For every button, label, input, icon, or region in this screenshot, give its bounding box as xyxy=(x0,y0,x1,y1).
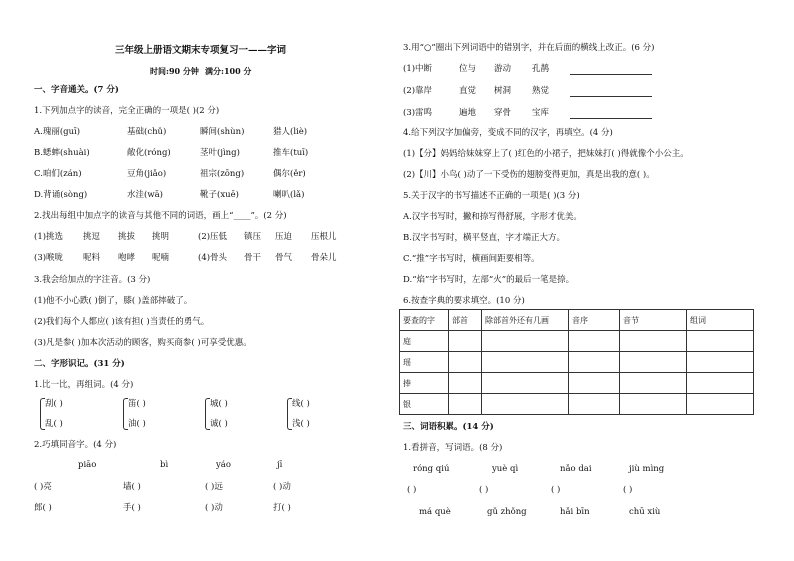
homophone-blank: ( )远 xyxy=(205,482,223,492)
fill-in-line: (3)凡是参( )加本次活动的顾客，购买商参( )可享受优惠。 xyxy=(34,338,252,348)
blank-cell[interactable] xyxy=(569,331,620,352)
pinyin-label: má què xyxy=(419,507,451,517)
option-cell: 推车(tuī) xyxy=(273,148,309,158)
blank-cell[interactable] xyxy=(482,373,569,394)
word-cell: (3)雷鸣 xyxy=(403,108,433,118)
compare-item: 笛( ) xyxy=(128,399,146,409)
table-row xyxy=(400,394,754,415)
word-cell: 位与 xyxy=(459,64,477,74)
question-prompt: 3.用“○”圈出下列词语中的错别字，并在后面的横线上改正。(6 分) xyxy=(403,43,655,53)
char-cell: 瑶 xyxy=(400,352,449,373)
char-cell: 庭 xyxy=(400,331,449,352)
question-prompt: 6.按查字典的要求填空。(10 分) xyxy=(403,296,525,306)
homophone-blank: ( )动 xyxy=(205,503,223,513)
pinyin-label: chū xiù xyxy=(629,507,661,517)
answer-paren[interactable]: ( ) xyxy=(623,485,633,495)
blank-cell[interactable] xyxy=(482,394,569,415)
table-header-cell: 要查的字 xyxy=(400,310,449,331)
option-cell: 猎人(liè) xyxy=(273,127,308,137)
table-row xyxy=(400,331,754,352)
answer-paren[interactable]: ( ) xyxy=(479,485,489,495)
compare-item: 线( ) xyxy=(292,399,310,409)
blank-cell[interactable] xyxy=(482,331,569,352)
pinyin-label: jī xyxy=(277,460,283,470)
question-prompt: 1.下列加点字的读音，完全正确的一项是( )(2 分) xyxy=(34,106,220,116)
option-cell: 基础(chǔ) xyxy=(127,127,167,137)
homophone-blank: 墙( ) xyxy=(123,482,141,492)
fill-in-line: (2)我们每个人都应( )该有担( )当责任的勇气。 xyxy=(34,317,210,327)
word-cell: 遍地 xyxy=(459,108,477,118)
fill-in-line: (1)他不小心跌( )倒了，膝( )盖部摔破了。 xyxy=(34,296,193,306)
question-prompt: 2.找出每组中加点字的读音与其他不同的词语，画上“____”。(2 分) xyxy=(34,211,287,221)
word-cell: 挑逗 xyxy=(83,232,101,242)
option-cell: 敞化(róng) xyxy=(127,148,171,158)
table-header-row xyxy=(400,310,754,331)
blank-cell[interactable] xyxy=(687,394,754,415)
word-cell: 压迫 xyxy=(275,232,293,242)
word-cell: 宝库 xyxy=(532,108,550,118)
word-cell: 孔鹊 xyxy=(532,64,550,74)
blank-cell[interactable] xyxy=(449,394,482,415)
word-cell: (1)挑选 xyxy=(34,232,64,242)
word-cell: 骨干 xyxy=(244,253,262,263)
blank-cell[interactable] xyxy=(569,352,620,373)
answer-paren[interactable]: ( ) xyxy=(551,485,561,495)
blank-cell[interactable] xyxy=(482,352,569,373)
section-heading-characters: 二、字形识记。(31 分) xyxy=(34,359,125,369)
word-cell: 游动 xyxy=(494,64,512,74)
full-score: 满分:100 分 xyxy=(205,66,252,76)
option-line: B.汉字书写时，横平竖直，字才端正大方。 xyxy=(403,233,565,243)
char-cell: 银 xyxy=(400,394,449,415)
option-cell: 茎叶(jìng) xyxy=(200,148,240,158)
question-prompt: 1.比一比，再组词。(4 分) xyxy=(34,380,134,390)
blank-cell[interactable] xyxy=(449,373,482,394)
word-cell: (2)压低 xyxy=(198,232,228,242)
table-header-cell: 除部首外还有几画 xyxy=(482,310,569,331)
homophone-blank: 打( ) xyxy=(273,503,291,513)
option-cell: C.咱们(zán) xyxy=(34,169,82,179)
word-cell: 骨朵儿 xyxy=(311,253,337,263)
homophone-blank: 郎( ) xyxy=(34,503,52,513)
question-prompt: 5.关于汉字的书写描述不正确的一项是( )(3 分) xyxy=(403,191,580,201)
homophone-blank: ( )动 xyxy=(273,482,291,492)
answer-line[interactable] xyxy=(570,96,652,97)
homophone-blank: ( )亮 xyxy=(34,482,52,492)
blank-cell[interactable] xyxy=(620,331,687,352)
word-cell: 骨气 xyxy=(275,253,293,263)
blank-cell[interactable] xyxy=(687,373,754,394)
blank-cell[interactable] xyxy=(687,352,754,373)
question-prompt: 2.巧填同音字。(4 分) xyxy=(34,440,117,450)
word-cell: (1)中断 xyxy=(403,64,433,74)
word-cell: 树洞 xyxy=(494,86,512,96)
compare-item: 油( ) xyxy=(128,419,146,429)
pinyin-label: róng qiú xyxy=(413,464,450,474)
word-cell: 呢料 xyxy=(83,253,101,263)
option-cell: 靴子(xuē) xyxy=(200,190,239,200)
answer-line[interactable] xyxy=(570,74,652,75)
answer-paren[interactable]: ( ) xyxy=(407,485,417,495)
word-cell: 穿骨 xyxy=(494,108,512,118)
homophone-blank: 手( ) xyxy=(123,503,141,513)
word-cell: 挑拔 xyxy=(118,232,136,242)
right-column xyxy=(397,0,794,561)
compare-item: 城( ) xyxy=(210,399,228,409)
fill-in-line: (1)【分】妈妈给妹妹穿上了( )红色的小裙子，把妹妹打( )得就像个小公主。 xyxy=(403,149,689,159)
option-cell: 豆角(jiǎo) xyxy=(127,169,167,179)
compare-item: 刮( ) xyxy=(45,399,63,409)
answer-line[interactable] xyxy=(570,118,652,119)
option-line: C.“推”字书写时，横画间距要相等。 xyxy=(403,254,540,264)
option-line: D.“焰”字书写时，左部“火”的最后一笔是捺。 xyxy=(403,275,575,285)
blank-cell[interactable] xyxy=(569,394,620,415)
blank-cell[interactable] xyxy=(620,352,687,373)
char-cell: 捧 xyxy=(400,373,449,394)
word-cell: 熟觉 xyxy=(532,86,550,96)
question-prompt: 4.给下列汉字加偏旁，变成不同的汉字，再填空。(4 分) xyxy=(403,128,613,138)
word-cell: 压根儿 xyxy=(311,232,337,242)
page-title: 三年级上册语文期末专项复习一——字词 xyxy=(115,45,287,56)
table-header-cell: 组词 xyxy=(687,310,754,331)
question-prompt: 3.我会给加点的字注音。(3 分) xyxy=(34,275,151,285)
pinyin-label: piāo xyxy=(78,460,97,470)
table-row xyxy=(400,352,754,373)
option-cell: 水洼(wā) xyxy=(127,190,163,200)
fill-in-line: (2)【川】小鸟( )动了一下受伤的翅膀变得更加，真是出我的意( )。 xyxy=(403,170,655,180)
blank-cell[interactable] xyxy=(449,352,482,373)
word-cell: 咆哮 xyxy=(118,253,136,263)
compare-item: 浅( ) xyxy=(292,419,310,429)
option-cell: 祖宗(zōng) xyxy=(200,169,245,179)
word-cell: 挑明 xyxy=(152,232,170,242)
pinyin-label: gǔ zhǒng xyxy=(487,507,527,517)
dictionary-table xyxy=(399,309,754,415)
blank-cell[interactable] xyxy=(569,373,620,394)
section-heading-vocabulary: 三、词语积累。(14 分) xyxy=(403,422,494,432)
section-heading-pronunciation: 一、字音通关。(7 分) xyxy=(34,85,119,95)
blank-cell[interactable] xyxy=(620,373,687,394)
option-line: A.汉字书写时，撇和捺写得舒展，字形才优美。 xyxy=(403,212,582,222)
word-cell: 镇压 xyxy=(244,232,262,242)
table-header-cell: 部首 xyxy=(449,310,482,331)
option-cell: A.瑰丽(guī) xyxy=(34,127,81,137)
word-cell: (3)喉咙 xyxy=(34,253,64,263)
option-cell: 偶尔(ěr) xyxy=(273,169,306,179)
word-cell: 直觉 xyxy=(459,86,477,96)
pinyin-label: yáo xyxy=(216,460,231,470)
table-header-cell: 音节 xyxy=(620,310,687,331)
word-cell: (2)靠岸 xyxy=(403,86,433,96)
pinyin-label: yuè qì xyxy=(492,464,519,474)
time-limit: 时间:90 分钟 xyxy=(150,66,199,76)
option-cell: 瞬间(shùn) xyxy=(200,127,245,137)
blank-cell[interactable] xyxy=(620,394,687,415)
pinyin-label: hǎi bīn xyxy=(560,507,590,517)
pinyin-label: bì xyxy=(160,460,169,470)
option-cell: B.蟋蟀(shuài) xyxy=(34,148,90,158)
compare-item: 乱( ) xyxy=(45,419,63,429)
word-cell: 呢喃 xyxy=(152,253,170,263)
option-cell: D.背诵(sòng) xyxy=(34,190,88,200)
word-cell: (4)骨头 xyxy=(198,253,228,263)
pinyin-label: nǎo dai xyxy=(560,464,592,474)
table-row xyxy=(400,373,754,394)
pinyin-label: jiù mìng xyxy=(629,464,665,474)
blank-cell[interactable] xyxy=(687,331,754,352)
table-header-cell: 音序 xyxy=(569,310,620,331)
question-prompt: 1.看拼音，写词语。(8 分) xyxy=(403,443,503,453)
blank-cell[interactable] xyxy=(449,331,482,352)
compare-item: 诚( ) xyxy=(210,419,228,429)
option-cell: 喇叭(lǎ) xyxy=(273,190,305,200)
